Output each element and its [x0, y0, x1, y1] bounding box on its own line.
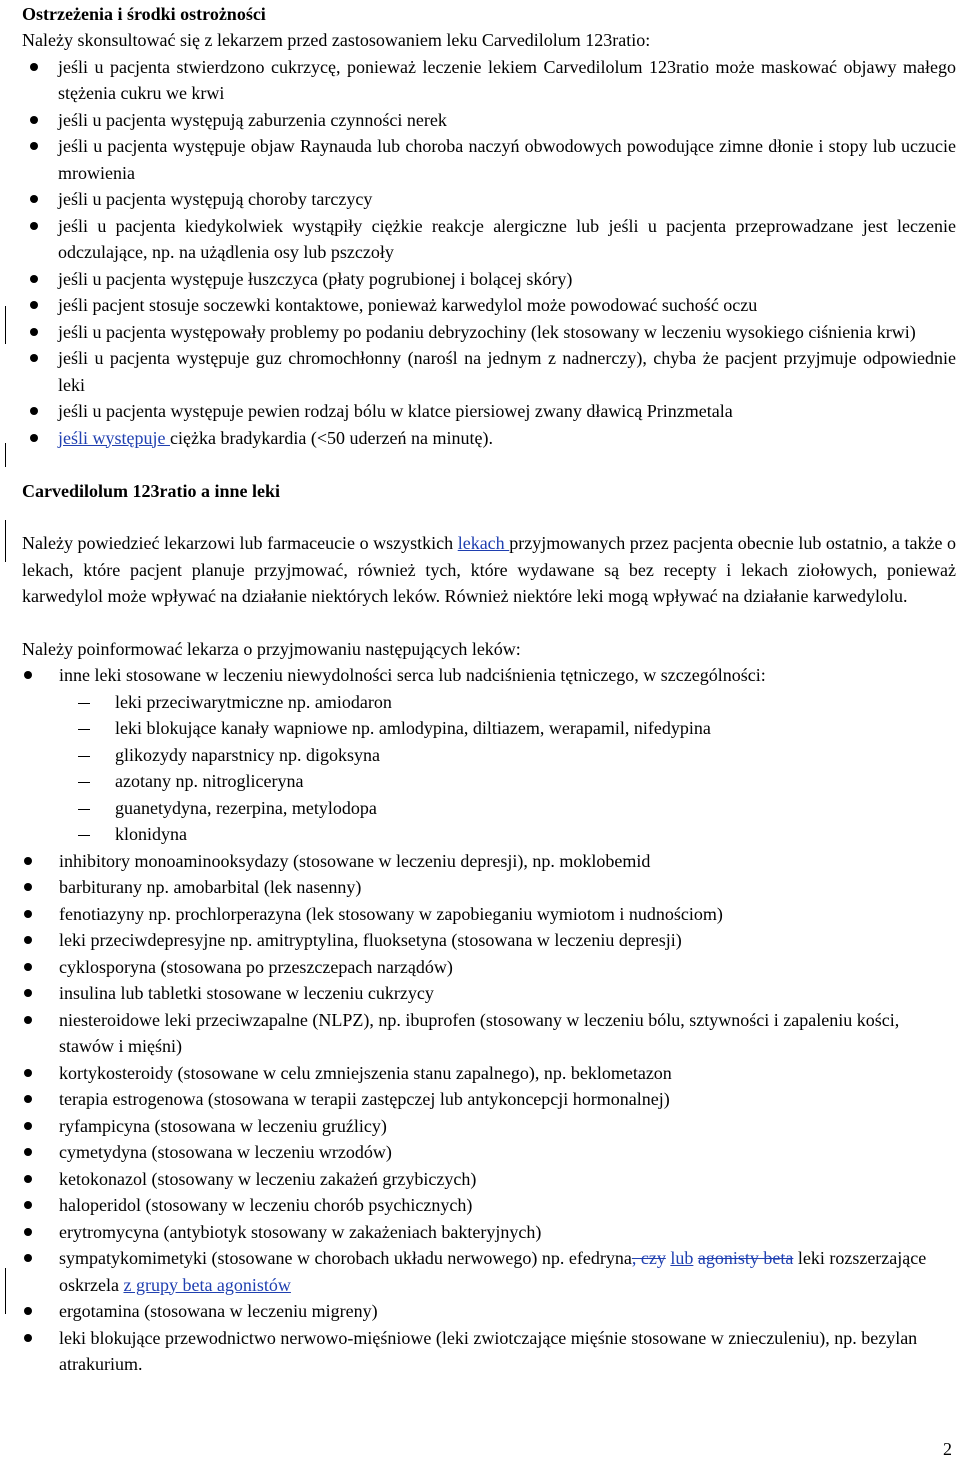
tracked-insertion[interactable]: lub: [670, 1248, 694, 1268]
spacer: [22, 610, 956, 636]
change-bar: [5, 520, 6, 562]
list-item: jeśli u pacjenta stwierdzono cukrzycę, ponieważ leczenie lekiem Carvedilolum 123ratio może maskować objawy małego stężenia cukru we krwi: [22, 54, 956, 107]
list-item: jeśli u pacjenta występuje objaw Raynauda lub choroba naczyń obwodowych powodujące zimne dłonie i stopy lub uczucie mrowienia: [22, 133, 956, 186]
list-item: ergotamina (stosowana w leczeniu migreny): [22, 1298, 956, 1325]
list-item: jeśli u pacjenta występuje pewien rodzaj bólu w klatce piersiowej zwany dławicą Prinzmetala: [22, 398, 956, 425]
list-item-text: np. efedryna: [541, 1248, 632, 1268]
list-item: jeśli u pacjenta występowały problemy po podaniu debryzochiny (lek stosowany w leczeniu wysokiego ciśnienia krwi): [22, 319, 956, 346]
sub-list-item: azotany np. nitrogliceryna: [22, 768, 956, 795]
list-item-text: leki rozszerzające oskrzela: [59, 1248, 927, 1295]
list-item: jeśli u pacjenta występują choroby tarczycy: [22, 186, 956, 213]
paragraph-text: Należy powiedzieć lekarzowi lub farmaceucie o wszystkich: [22, 533, 458, 553]
list-item: inne leki stosowane w leczeniu niewydolności serca lub nadciśnienia tętniczego, w szczególności:: [22, 662, 956, 689]
tracked-insertion[interactable]: jeśli występuje: [58, 427, 170, 448]
list-item: insulina lub tabletki stosowane w leczeniu cukrzycy: [22, 980, 956, 1007]
section-title-interactions: Carvedilolum 123ratio a inne leki: [22, 481, 280, 501]
medicines-list: [22, 662, 956, 689]
tracked-insertion[interactable]: lekach: [457, 533, 510, 553]
list-item-text: sympatykomimetyki (stosowane w chorobach układu nerwowego): [59, 1248, 542, 1268]
change-bar: [5, 443, 6, 467]
list-item-text: ciężka bradykardia (<50 uderzeń na minutę).: [169, 427, 493, 448]
list-item: ryfampicyna (stosowana w leczeniu gruźlicy): [22, 1113, 956, 1140]
paragraph-text: przyjmowanych przez pacjenta obecnie lub ostatnio, a także o lekach, które pacjent planuje przyjmować, również tych, które wydawane są bez recepty i lekach ziołowych, ponieważ karwedylol może wpływać na działanie niektórych leków. Również niektóre leki mogą wpływać na działanie karwedylolu.: [22, 533, 956, 606]
sub-list-item: klonidyna: [22, 821, 956, 848]
spacer: [22, 504, 956, 530]
list-item: cyklosporyna (stosowana po przeszczepach narządów): [22, 954, 956, 981]
section-title-warnings: Ostrzeżenia i środki ostrożności: [22, 4, 266, 24]
list-item: jeśli u pacjenta występuje guz chromochłonny (narośl na jednym z nadnerczy), chyba że pacjent przyjmuje odpowiednie leki: [22, 345, 956, 398]
inform-doctor-paragraph: Należy poinformować lekarza o przyjmowaniu następujących leków:: [22, 638, 521, 659]
list-item: jeśli pacjent stosuje soczewki kontaktowe, ponieważ karwedylol może powodować suchość oczu: [22, 292, 956, 319]
list-item: cymetydyna (stosowana w leczeniu wrzodów): [22, 1139, 956, 1166]
sub-list-item: leki blokujące kanały wapniowe np. amlodypina, diltiazem, werapamil, nifedypina: [22, 715, 956, 742]
list-item: jeśli u pacjenta występuje łuszczyca (płaty pogrubionej i bolącej skóry): [22, 266, 956, 293]
tracked-deletion[interactable]: , czy: [631, 1248, 666, 1268]
page-number: 2: [943, 1439, 952, 1459]
list-item: haloperidol (stosowany w leczeniu chorób psychicznych): [22, 1192, 956, 1219]
list-item: kortykosteroidy (stosowane w celu zmniejszenia stanu zapalnego), np. beklometazon: [22, 1060, 956, 1087]
list-item: inhibitory monoaminooksydazy (stosowane w leczeniu depresji), np. moklobemid: [22, 848, 956, 875]
tracked-deletion[interactable]: agonisty beta: [697, 1248, 794, 1268]
list-item: fenotiazyny np. prochlorperazyna (lek stosowany w zapobieganiu wymiotom i nudnościom): [22, 901, 956, 928]
spacer: [22, 451, 956, 477]
list-item: leki przeciwdepresyjne np. amitryptylina, fluoksetyna (stosowana w leczeniu depresji): [22, 927, 956, 954]
list-item: terapia estrogenowa (stosowana w terapii zastępczej lub antykoncepcji hormonalnej): [22, 1086, 956, 1113]
list-item: [22, 425, 956, 452]
warnings-list: [22, 54, 956, 452]
list-item: [22, 1245, 956, 1298]
change-bar: [5, 306, 6, 344]
change-bar: [5, 1268, 6, 1314]
warnings-intro: Należy skonsultować się z lekarzem przed zastosowaniem leku Carvedilolum 123ratio:: [22, 30, 651, 50]
sub-list-item: leki przeciwarytmiczne np. amiodaron: [22, 689, 956, 716]
list-item: jeśli u pacjenta kiedykolwiek wystąpiły ciężkie reakcje alergiczne lub jeśli u pacjenta przeprowadzane jest leczenie odczulające, np. na użądlenia osy lub pszczoły: [22, 213, 956, 266]
list-item: leki blokujące przewodnictwo nerwowo-mięśniowe (leki zwiotczające mięśnie stosowane w znieczuleniu), np. bezylan atrakurium.: [22, 1325, 956, 1378]
list-item: erytromycyna (antybiotyk stosowany w zakażeniach bakteryjnych): [22, 1219, 956, 1246]
sub-medicines-list: [22, 689, 956, 848]
sub-list-item: glikozydy naparstnicy np. digoksyna: [22, 742, 956, 769]
sub-list-item: guanetydyna, rezerpina, metylodopa: [22, 795, 956, 822]
tracked-insertion[interactable]: z grupy beta agonistów: [123, 1274, 291, 1295]
list-item: niesteroidowe leki przeciwzapalne (NLPZ), np. ibuprofen (stosowany w leczeniu bólu, sztywności i zapaleniu kości, stawów i mięśni): [22, 1007, 956, 1060]
list-item: jeśli u pacjenta występują zaburzenia czynności nerek: [22, 107, 956, 134]
document-page: [22, 0, 956, 1378]
list-item: ketokonazol (stosowany w leczeniu zakażeń grzybiczych): [22, 1166, 956, 1193]
list-item: barbiturany np. amobarbital (lek nasenny): [22, 874, 956, 901]
medicines-list-continued: [22, 848, 956, 1378]
interactions-paragraph: [22, 530, 956, 610]
